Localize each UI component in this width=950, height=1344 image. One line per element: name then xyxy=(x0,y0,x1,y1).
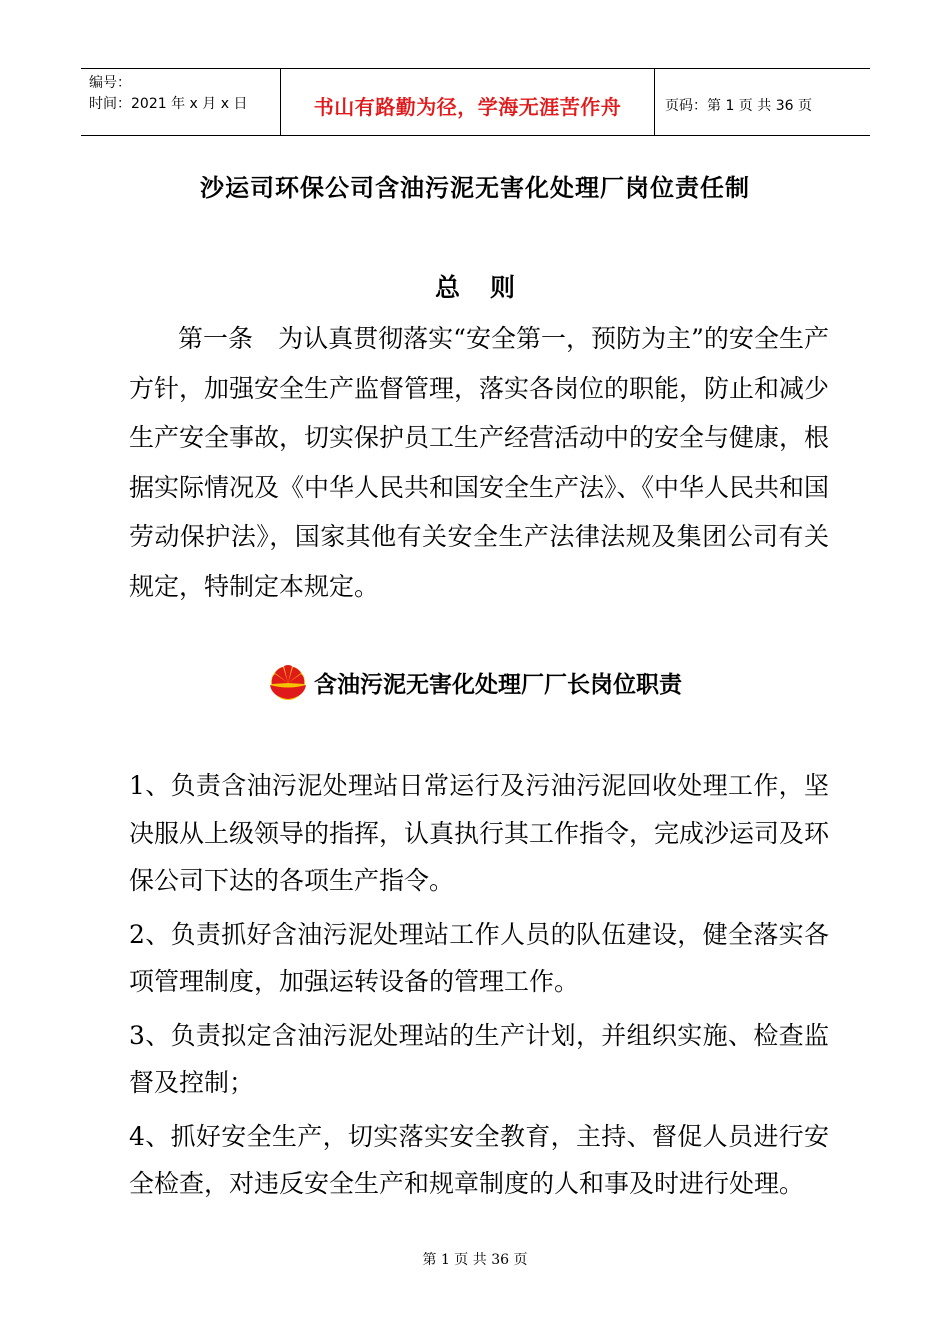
header-meta xyxy=(81,69,281,135)
header-motto: 书山有路勤为径，学海无涯苦作舟 xyxy=(313,94,622,119)
section-title: 总则 xyxy=(434,273,545,302)
intro-paragraph: 第一条 为认真贯彻落实“安全第一，预防为主”的安全生产方针，加强安全生产监督管理，落实各岗位的职能，防止和减少生产安全事故，切实保护员工生产经营活动中的安全与健康，根据实际情况及《中华人民共和国安全生产法》、《中华人民共和国劳动保护法》，国家其他有关安全生产法律法规及集团公司有关规定，特制定本规定。 xyxy=(129,324,830,601)
job-heading-text: 含油污泥无害化处理厂厂长岗位职责 xyxy=(314,671,682,698)
list-item: 2、负责抓好含油污泥处理站工作人员的队伍建设，健全落实各项管理制度，加强运转设备的管理工作。 xyxy=(129,919,829,996)
list-item: 3、负责拟定含油污泥处理站的生产计划，并组织实施、检查监督及控制； xyxy=(129,1020,829,1097)
list-item: 1、负责含油污泥处理站日常运行及污油污泥回收处理工作，坚决服从上级领导的指挥，认真执行其工作指令，完成沙运司及环保公司下达的各项生产指令。 xyxy=(129,771,830,895)
petrochina-logo-icon xyxy=(264,662,312,702)
document-header xyxy=(81,68,870,136)
page-footer: 第 1 页 共 36 页 xyxy=(422,1252,528,1268)
header-time-label: 时间：2021 年 x 月 x 日 xyxy=(89,96,248,112)
header-page-info-cell xyxy=(655,69,870,135)
document-title: 沙运司环保公司含油污泥无害化处理厂岗位责任制 xyxy=(200,174,750,202)
list-item: 4、抓好安全生产，切实落实安全教育，主持、督促人员进行安全检查，对违反安全生产和规章制度的人和事及时进行处理。 xyxy=(129,1121,829,1198)
header-number-label: 编号： xyxy=(89,75,131,91)
header-motto-cell xyxy=(281,69,655,135)
header-page-info: 页码：第 1 页 共 36 页 xyxy=(665,98,812,114)
job-heading xyxy=(264,660,682,704)
duties-list xyxy=(129,762,829,1214)
